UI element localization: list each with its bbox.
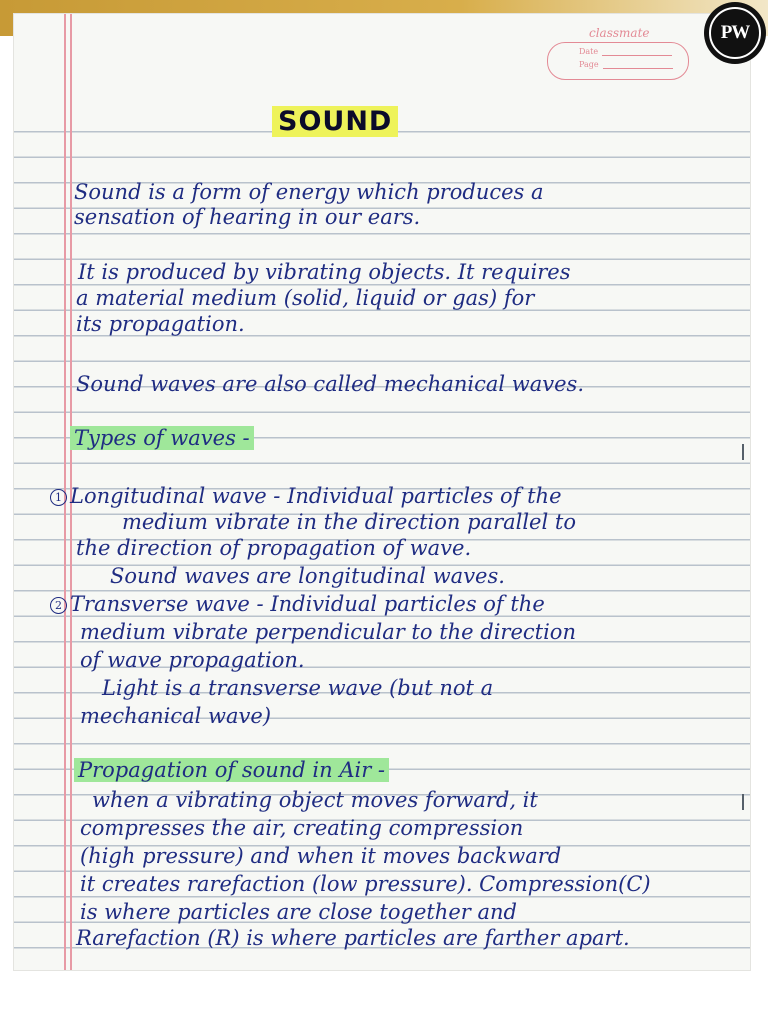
edge-mark [742, 794, 744, 810]
longitudinal-line: Sound waves are longitudinal waves. [110, 564, 505, 588]
production-line: a material medium (solid, liquid or gas) for [76, 286, 535, 310]
propagation-line: (high pressure) and when it moves backward [80, 844, 562, 868]
longitudinal-line: 1 Longitudinal wave - Individual particles of the [50, 484, 562, 510]
definition-line: Sound is a form of energy which produces a [74, 180, 544, 204]
longitudinal-line: the direction of propagation of wave. [76, 536, 472, 560]
definition-line: sensation of hearing in our ears. [74, 205, 421, 229]
production-line: its propagation. [76, 312, 245, 336]
pw-logo-text: PW [709, 7, 761, 59]
edge-mark [742, 444, 744, 460]
propagation-heading: Propagation of sound in Air - [74, 758, 389, 784]
propagation-line: it creates rarefaction (low pressure). Compression(C) [80, 872, 651, 896]
transverse-term: Transverse wave - [70, 592, 264, 616]
production-line: It is produced by vibrating objects. It requires [78, 260, 571, 284]
classmate-stamp [545, 20, 695, 82]
propagation-line: compresses the air, creating compression [80, 816, 524, 840]
types-heading: Types of waves - [70, 426, 254, 452]
propagation-line: Rarefaction (R) is where particles are farther apart. [76, 926, 630, 950]
transverse-line: mechanical wave) [80, 704, 272, 728]
page-label: Page [579, 60, 599, 69]
mechanical-line: Sound waves are also called mechanical waves. [76, 372, 584, 396]
propagation-line: is where particles are close together and [80, 900, 517, 924]
propagation-line: when a vibrating object moves forward, it [92, 788, 538, 812]
classmate-brand: classmate [589, 26, 650, 40]
date-field [579, 47, 672, 56]
item-number-badge: 2 [50, 597, 67, 614]
page-field [579, 60, 673, 69]
transverse-line: of wave propagation. [80, 648, 305, 672]
transverse-line: 2 Transverse wave - Individual particles of the [50, 592, 545, 618]
transverse-line: medium vibrate perpendicular to the direction [80, 620, 576, 644]
page-title: SOUND [272, 106, 398, 137]
date-label: Date [579, 47, 599, 56]
transverse-line: Light is a transverse wave (but not a [102, 676, 494, 700]
longitudinal-term: Longitudinal wave - [70, 484, 281, 508]
pw-logo [704, 2, 766, 64]
longitudinal-line: medium vibrate in the direction parallel to [122, 510, 576, 534]
item-number-badge: 1 [50, 489, 67, 506]
